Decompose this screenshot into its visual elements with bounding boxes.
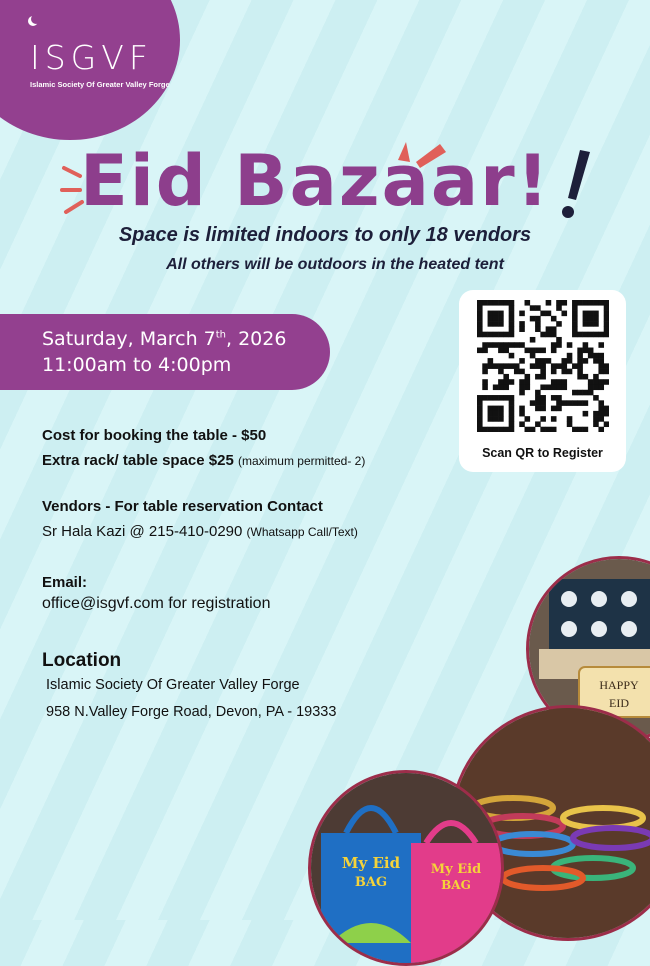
bag-text-2: BAG: [354, 875, 388, 890]
cost-line: Cost for booking the table - $50: [42, 427, 267, 444]
qr-card[interactable]: [459, 290, 626, 472]
event-time: 11:00am to 4:00pm: [42, 354, 232, 376]
event-title: Eid Bazaar!: [80, 140, 551, 222]
location-name: Islamic Society Of Greater Valley Forge: [46, 677, 300, 693]
event-date: [42, 328, 286, 350]
location-address: 958 N.Valley Forge Road, Devon, PA - 19333: [46, 704, 337, 720]
sign-text-happy: HAPPY: [599, 678, 639, 692]
subtitle-vendors: Space is limited indoors to only 18 vendors: [118, 224, 532, 246]
logo-subtitle: Islamic Society Of Greater Valley Forge: [30, 80, 170, 89]
photo-eid-bags: [308, 770, 504, 966]
exclamation-icon: [562, 150, 590, 218]
burst-left-icon: [62, 168, 82, 212]
bag-text-1: My Eid: [341, 854, 401, 872]
event-day: Saturday, March 7: [42, 328, 216, 350]
sign-text-eid: EID: [609, 696, 629, 710]
vendors-heading: Vendors - For table reservation Contact: [42, 498, 323, 515]
extra-rack-line: [42, 452, 365, 469]
qr-code-icon[interactable]: [477, 300, 609, 432]
vendors-contact-note: (Whatsapp Call/Text): [246, 525, 358, 539]
crescent-icon: [31, 14, 41, 24]
vendors-contact: Sr Hala Kazi @ 215-410-0290: [42, 523, 243, 540]
subtitle-outdoor: All others will be outdoors in the heated tent: [166, 256, 504, 273]
date-suffix: th: [215, 329, 227, 341]
logo-name: ISGVF: [30, 38, 153, 77]
extra-rack-text: Extra rack/ table space $25: [42, 452, 234, 469]
bag2-text-2: BAG: [441, 878, 471, 892]
date-banner: [0, 314, 330, 390]
location-heading: Location: [42, 650, 122, 671]
event-year: , 2026: [226, 328, 287, 350]
email-heading: Email:: [42, 574, 88, 591]
extra-rack-note: (maximum permitted- 2): [237, 454, 366, 468]
vendors-contact-line: [42, 523, 358, 540]
bag2-text-1: My Eid: [430, 862, 482, 877]
qr-label: Scan QR to Register: [482, 446, 603, 460]
eid-bags-image: [311, 773, 501, 963]
email-text: office@isgvf.com for registration: [42, 595, 271, 612]
